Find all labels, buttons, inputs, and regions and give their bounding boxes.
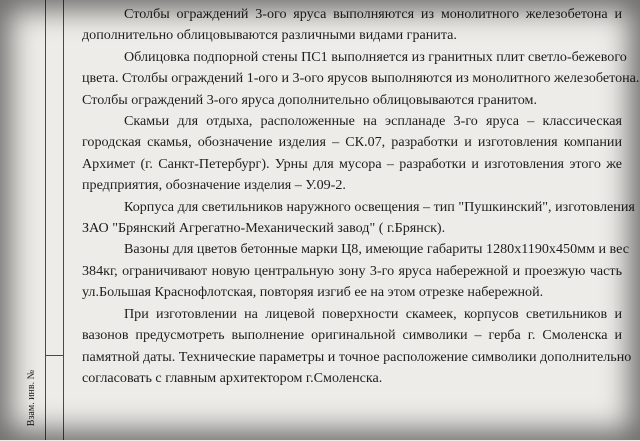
paragraph-3 [82,111,622,197]
paragraph-6 [82,304,632,390]
text-line: Скамьи для отдыха, расположенные на эспланаде 3-го яруса – классическая [124,113,622,130]
text-line: памятной даты. Технические параметры и точное расположение символики дополнительно [82,348,632,365]
paragraph-2 [82,47,640,111]
text-line: городская скамья, обозначение изделия – СК.07, разработки и изготовления компании [82,134,622,151]
frame-border-inner [63,0,64,440]
text-line: Облицовка подпорной стены ПС1 выполняется из гранитных плит светло-бежевого [124,48,627,65]
text-line: вазонов предусмотреть выполнение оригинальной символики – герба г. Смоленска и [82,327,622,344]
paragraph-4 [82,197,635,240]
text-line: Столбы ограждений 3-ого яруса выполняются из монолитного железобетона и [124,6,622,22]
text-line: Вазоны для цветов бетонные марки Ц8, имеющие габариты 1280х1190х450мм и вес [124,241,629,258]
paragraph-5 [82,239,629,303]
text-line: дополнительно облицовываются различными видами гранита. [82,27,457,44]
text-line: 384кг, ограничивают новую центральную зону 3-го яруса набережной и проезжую часть [82,262,622,279]
body-text [82,4,640,389]
title-block-cell [45,355,63,441]
text-line: цвета. Столбы ограждений 1-ого и 3-ого ярусов выполняются из монолитного железобетона. [82,70,640,87]
paragraph-1 [82,4,622,47]
text-line: При изготовлении на лицевой поверхности скамеек, корпусов светильников и [124,305,622,322]
text-line: Столбы ограждений 3-ого яруса дополнительно облицовываются гранитом. [82,91,537,108]
text-line: Архимет (г. Санкт-Петербург). Урны для мусора – разработки и изготовления этого же [82,155,622,172]
text-line: предприятия, обозначение изделия – У.09-2. [82,177,346,194]
stamp-label: Взам. инв. № [26,369,37,427]
text-line: ЗАО "Брянский Агрегатно-Механический завод" ( г.Брянск). [82,220,446,237]
text-line: согласовать с главным архитектором г.Смоленска. [82,369,383,386]
text-line: ул.Большая Краснофлотская, повторяя изгиб ее на этом отрезке набережной. [82,284,544,301]
text-line: Корпуса для светильников наружного освещения – тип "Пушкинский", изготовления [124,198,635,215]
